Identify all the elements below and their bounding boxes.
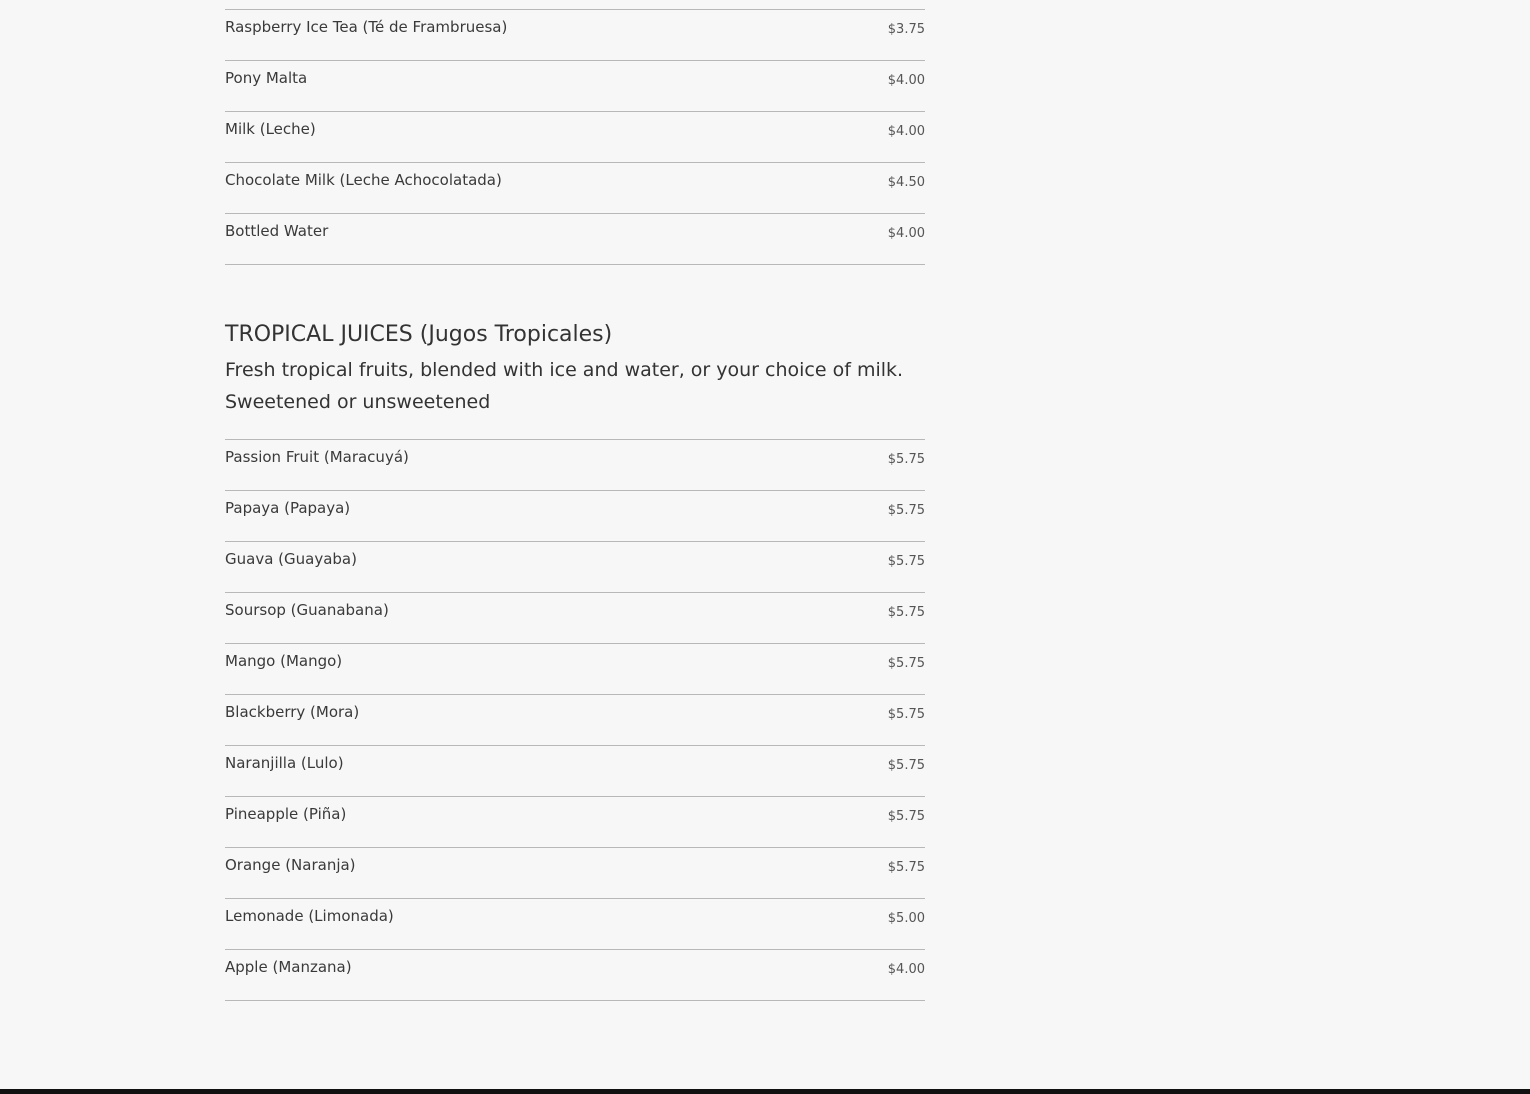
item-price: $5.75: [887, 860, 925, 875]
item-price: $5.75: [887, 605, 925, 620]
menu-item: [225, 163, 925, 214]
item-price: $5.75: [887, 758, 925, 773]
item-price: $3.75: [887, 22, 925, 37]
item-name: Raspberry Ice Tea (Té de Frambruesa): [225, 18, 508, 36]
item-name: Mango (Mango): [225, 652, 343, 670]
section-title: TROPICAL JUICES (Jugos Tropicales): [225, 322, 613, 347]
menu-item: [225, 61, 925, 112]
item-name: Pineapple (Piña): [225, 805, 347, 823]
item-price: $5.75: [887, 707, 925, 722]
menu-item: [225, 950, 925, 1001]
item-price: $5.75: [887, 656, 925, 671]
menu-item: [225, 10, 925, 61]
item-price: $5.75: [887, 503, 925, 518]
menu-item: [225, 542, 925, 593]
item-price: $4.00: [887, 226, 925, 241]
drinks-list: [225, 9, 925, 265]
item-name: Bottled Water: [225, 222, 329, 240]
section-description: Fresh tropical fruits, blended with ice and water, or your choice of milk. Sweetened or unsweetened: [225, 359, 904, 413]
menu-item: [225, 440, 925, 491]
item-name: Soursop (Guanabana): [225, 601, 389, 619]
item-price: $5.75: [887, 809, 925, 824]
tropical-juices-header: [225, 320, 925, 418]
item-name: Lemonade (Limonada): [225, 907, 394, 925]
menu-item: [225, 899, 925, 950]
menu-item: [225, 848, 925, 899]
item-name: Apple (Manzana): [225, 958, 352, 976]
item-name: Naranjilla (Lulo): [225, 754, 344, 772]
item-name: Milk (Leche): [225, 120, 316, 138]
item-name: Pony Malta: [225, 69, 308, 87]
item-name: Guava (Guayaba): [225, 550, 357, 568]
footer-bar: [0, 1089, 1530, 1094]
menu-item: [225, 644, 925, 695]
menu-item: [225, 746, 925, 797]
item-name: Passion Fruit (Maracuyá): [225, 448, 409, 466]
item-price: $5.75: [887, 554, 925, 569]
item-name: Chocolate Milk (Leche Achocolatada): [225, 171, 502, 189]
tropical-juices-list: [225, 439, 925, 1001]
item-price: $5.00: [887, 911, 925, 926]
menu-item: [225, 797, 925, 848]
item-name: Papaya (Papaya): [225, 499, 351, 517]
item-price: $4.00: [887, 124, 925, 139]
item-price: $4.50: [887, 175, 925, 190]
item-price: $4.00: [887, 73, 925, 88]
menu-item: [225, 593, 925, 644]
menu-item: [225, 112, 925, 163]
menu-item: [225, 214, 925, 265]
menu-item: [225, 695, 925, 746]
item-price: $4.00: [887, 962, 925, 977]
item-price: $5.75: [887, 452, 925, 467]
menu-column: [225, 9, 925, 1001]
item-name: Blackberry (Mora): [225, 703, 360, 721]
menu-item: [225, 491, 925, 542]
item-name: Orange (Naranja): [225, 856, 356, 874]
